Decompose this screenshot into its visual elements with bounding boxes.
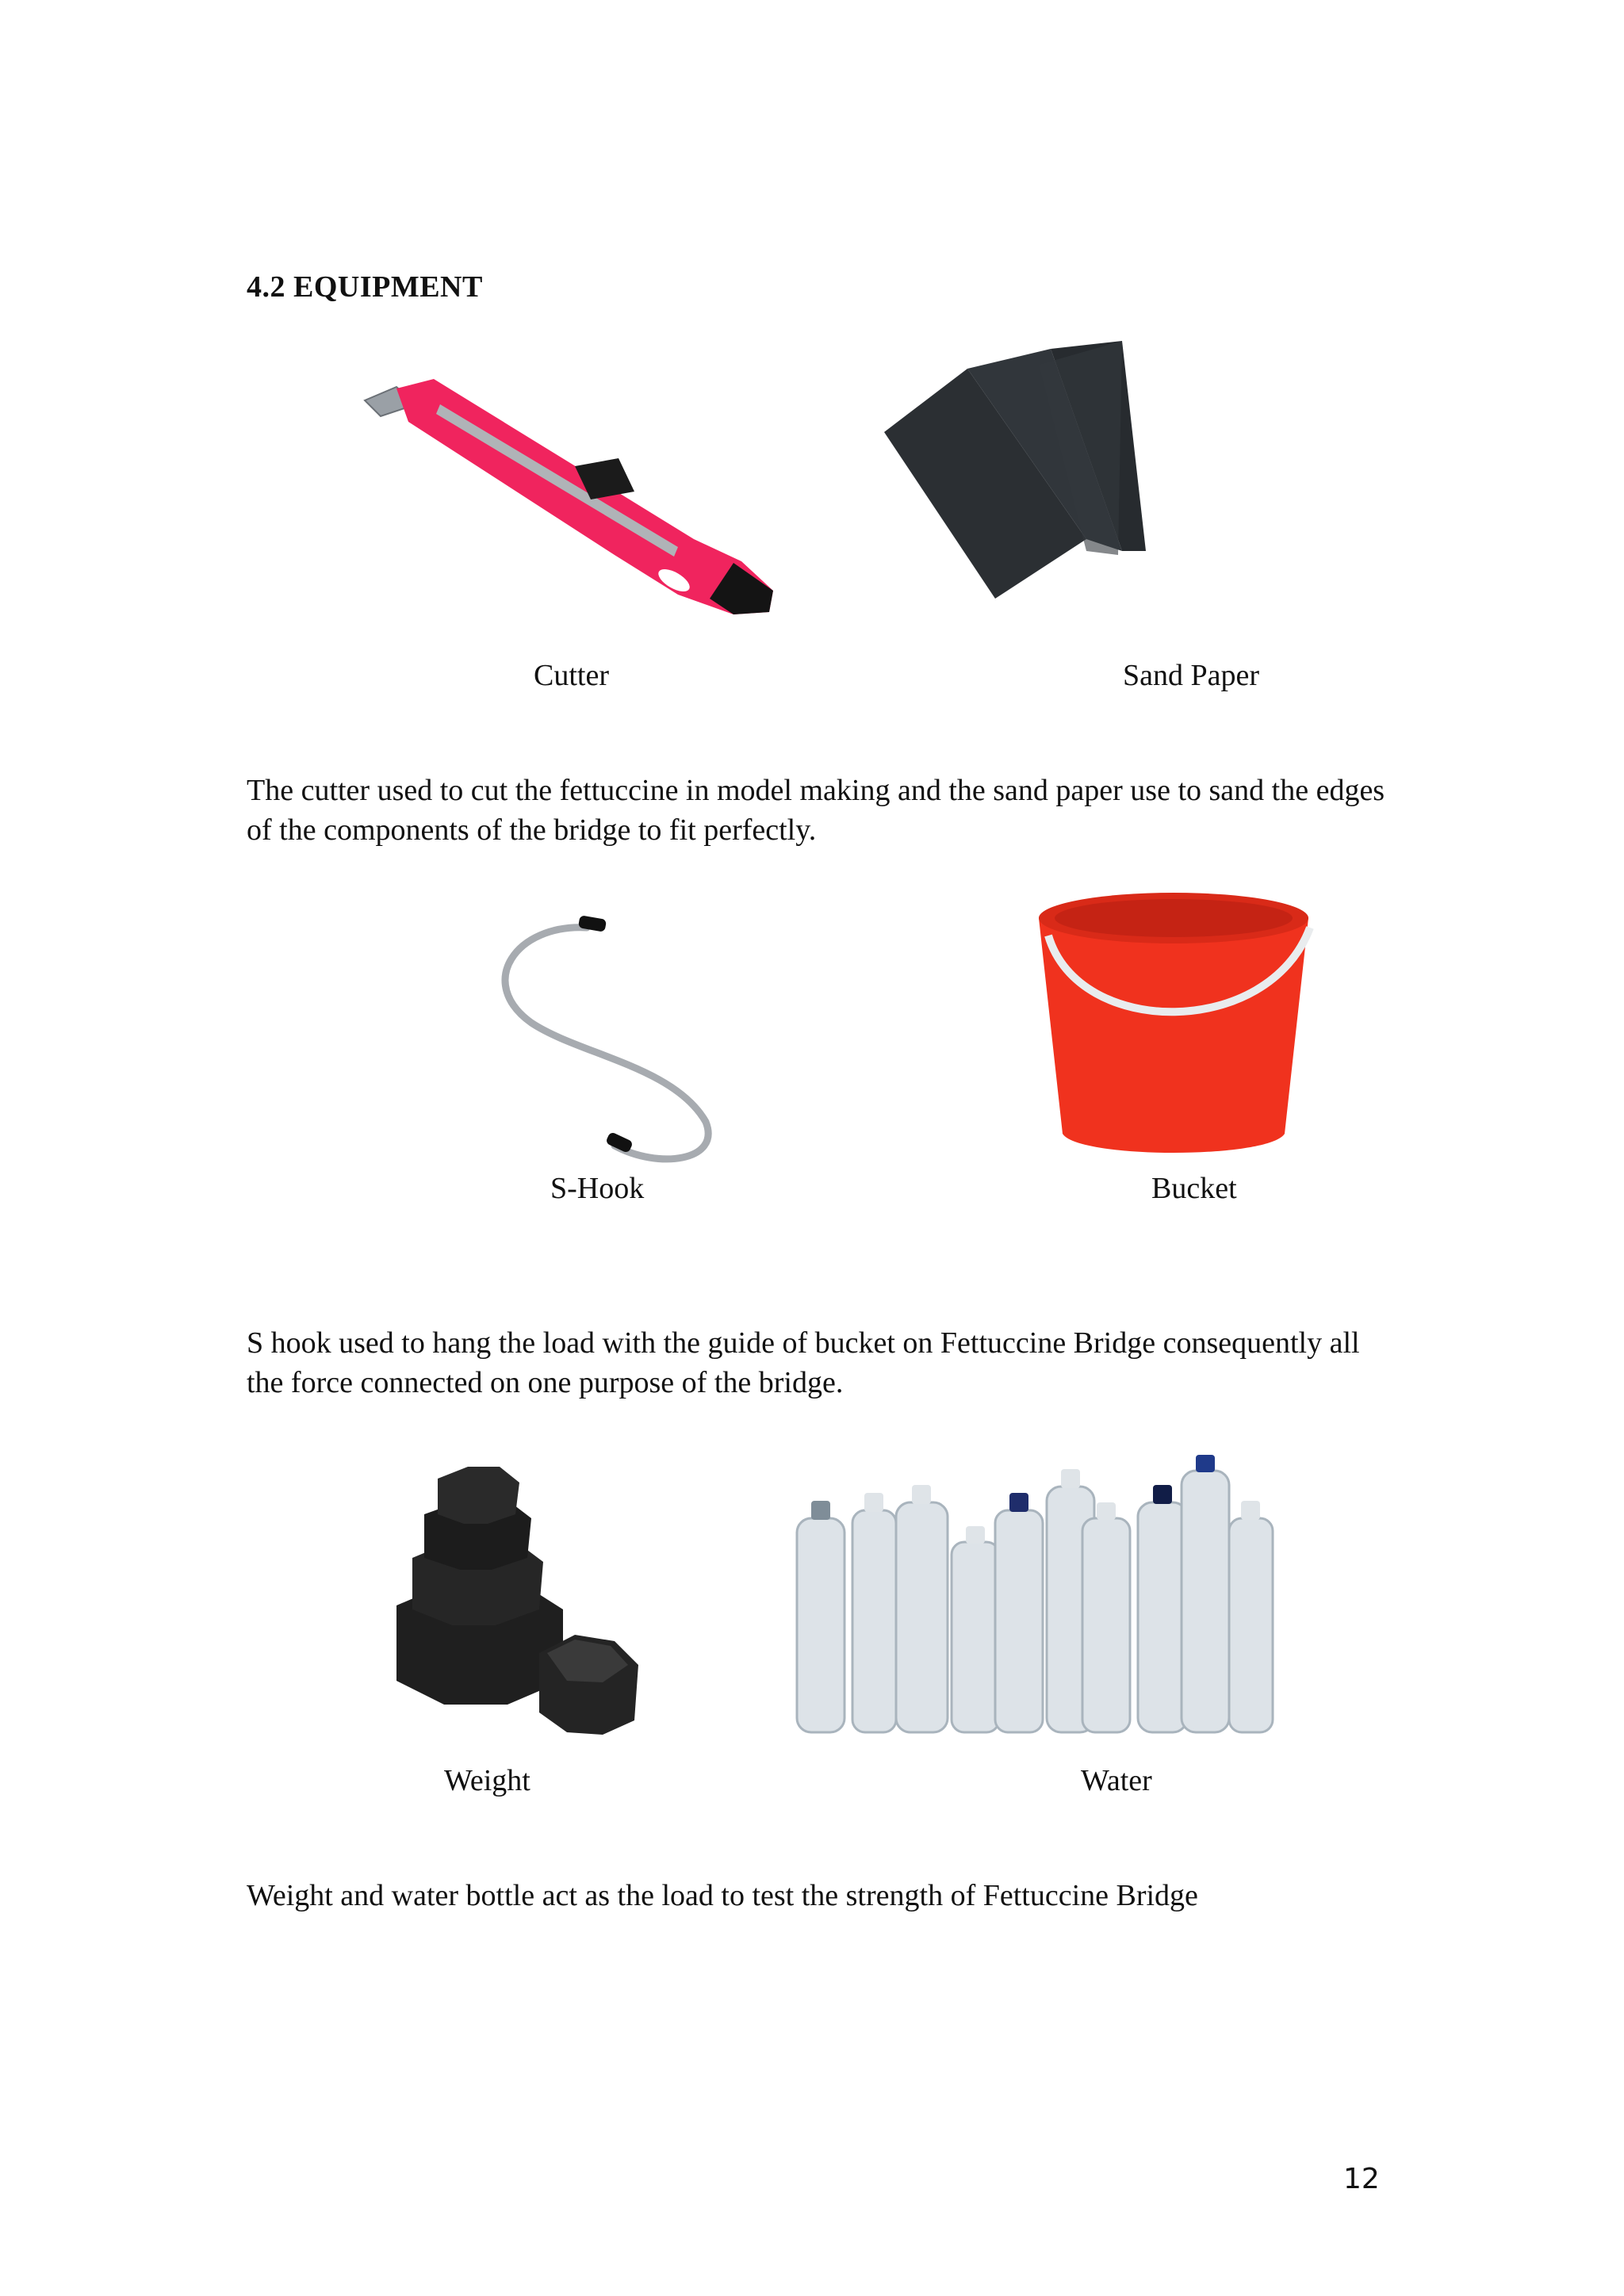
s-hook-icon (468, 908, 745, 1169)
cutter-icon (361, 373, 789, 618)
caption-water: Water (1081, 1764, 1152, 1797)
sandpaper-icon (884, 341, 1241, 603)
water-bottles-icon (785, 1455, 1293, 1748)
paragraph-weight-water: Weight and water bottle act as the load to test the strength of Fettuccine Bridge (247, 1879, 1198, 1912)
caption-cutter: Cutter (534, 659, 609, 692)
weight-icon (381, 1451, 650, 1736)
paragraph-s-hook: S hook used to hang the load with the guide of bucket on Fettuccine Bridge consequently all the force connected on one purpose of the bridge. (247, 1326, 1360, 1399)
caption-s-hook: S-Hook (550, 1172, 645, 1205)
paragraph-cutter: The cutter used to cut the fettuccine in model making and the sand paper use to sand the edges of the components of the bridge to fit perfectly. (247, 774, 1385, 847)
caption-sandpaper: Sand Paper (1123, 659, 1260, 692)
page-number: 12 (1343, 2163, 1380, 2195)
bucket-icon (1031, 880, 1316, 1158)
caption-weight: Weight (444, 1764, 530, 1797)
caption-bucket: Bucket (1151, 1172, 1237, 1205)
section-heading: 4.2 EQUIPMENT (247, 270, 483, 304)
